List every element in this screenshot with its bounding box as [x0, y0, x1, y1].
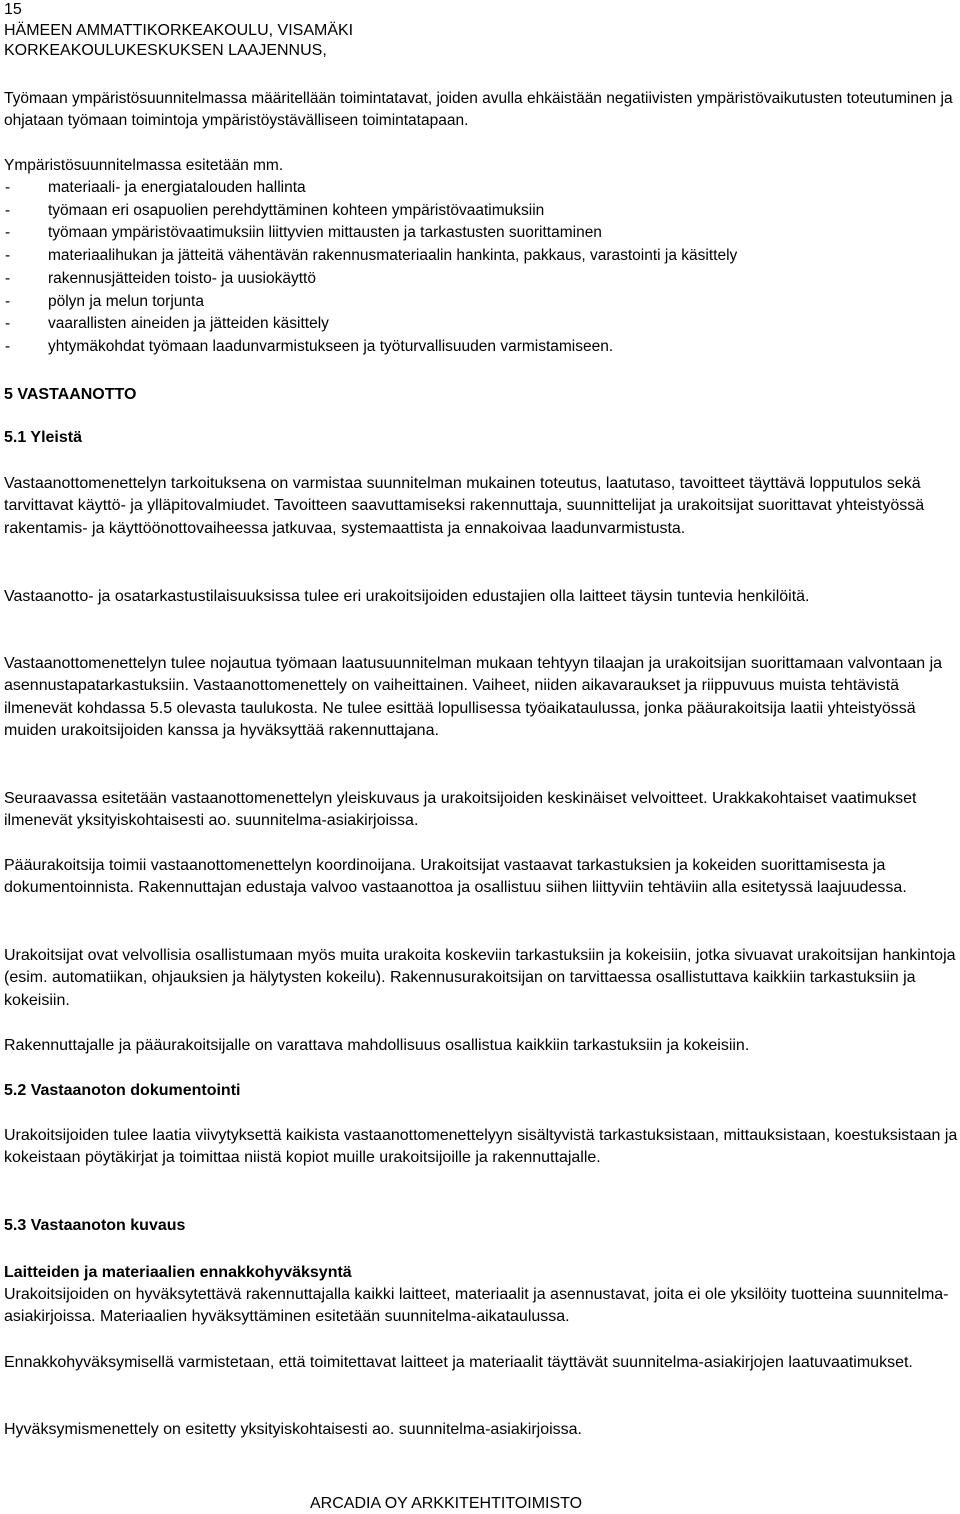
paragraph: Vastaanottomenettelyn tarkoituksena on varmistaa suunnitelman mukainen toteutus, laatutaso, tavoitteet täyttävä lopputulos sekä tarvittavat käyttö- ja ylläpitovalmiudet. Tavoitteen saavuttamiseksi rakennuttaja, suunnittelijat ja urakoitsijat suorittavat yhteistyössä rakentamis- ja käyttöönottovaiheessa jatkuvaa, systemaattista ja ennakoivaa laadunvarmistusta.	[4, 475, 925, 537]
project-title-line2: KORKEAKOULUKESKUKSEN LAAJENNUS,	[4, 42, 327, 59]
list-item: - työmaan eri osapuolien perehdyttäminen kohteen ympäristövaatimuksiin	[4, 200, 958, 223]
list-item: - materiaalihukan ja jätteitä vähentävän rakennusmateriaalin hankinta, pakkaus, varastointi ja käsittely	[4, 245, 958, 268]
dash-bullet: -	[5, 201, 11, 219]
document-page	[4, 0, 958, 1512]
paragraph: Vastaanotto- ja osatarkastustilaisuuksissa tulee eri urakoitsijoiden edustajien olla laitteet täysin tuntevia henkilöitä.	[4, 588, 810, 605]
list-item: - materiaali- ja energiatalouden hallinta	[4, 177, 958, 200]
dash-bullet: -	[5, 247, 11, 265]
dash-bullet: -	[5, 337, 11, 355]
list-item: - yhtymäkohdat työmaan laadunvarmistukseen ja työturvallisuuden varmistamiseen.	[4, 336, 958, 359]
project-title-line1: HÄMEEN AMMATTIKORKEAKOULU, VISAMÄKI	[4, 21, 354, 39]
paragraph: Ennakkohyväksymisellä varmistetaan, että toimitettavat laitteet ja materiaalit täyttävät suunnitelma-asiakirjojen laatuvaatimukset.	[4, 1354, 913, 1371]
paragraph: Pääurakoitsija toimii vastaanottomenettelyn koordinoijana. Urakoitsijat vastaavat tarkastuksien ja kokeiden suorittamisesta ja dokumentoinnista. Rakennuttajan edustaja valvoo vastaanottoa ja osallistuu siihen liittyviin tehtäviin alla esitetyssä laajuudessa.	[4, 857, 907, 897]
list-item: - työmaan ympäristövaatimuksiin liittyvien mittausten ja tarkastusten suorittaminen	[4, 222, 958, 245]
dash-bullet: -	[5, 224, 11, 242]
section-heading: 5 VASTAANOTTO	[4, 386, 137, 403]
page-footer: ARCADIA OY ARKKITEHTITOIMISTO	[310, 1495, 583, 1512]
dash-bullet: -	[5, 292, 11, 310]
list-item: - rakennusjätteiden toisto- ja uusiokäyttö	[4, 268, 958, 291]
paragraph: Urakoitsijoiden on hyväksytettävä rakennuttajalla kaikki laitteet, materiaalit ja asennustavat, joita ei ole yksilöity tuotteina suunnitelma-asiakirjoissa. Materiaalien hyväksyttäminen esitetään suunnitelma-aikataulussa.	[4, 1286, 949, 1326]
dash-bullet: -	[5, 179, 11, 196]
dash-bullet: -	[5, 269, 11, 287]
subsection-heading: 5.1 Yleistä	[4, 429, 82, 446]
paragraph: Rakennuttajalle ja pääurakoitsijalle on varattava mahdollisuus osallistua kaikkiin tarkastuksiin ja kokeisiin.	[4, 1037, 750, 1054]
environment-plan-list	[4, 177, 958, 359]
paragraph: Vastaanottomenettelyn tulee nojautua työmaan laatusuunnitelman mukaan tehtyyn tilaajan ja urakoitsijan suorittamaan valvontaan ja asennustapatarkastuksiin. Vastaanottomenettely on vaiheittainen. Vaiheet, niiden aikavaraukset ja riippuvuus muista tehtävistä ilmenevät kohdassa 5.5 olevasta taulukosta. Ne tulee esittää lopullisessa työaikataulussa, jonka pääurakoitsija laatii yhteistyössä muiden urakoitsijoiden kanssa ja hyväksyttää rakennuttajana.	[4, 655, 943, 739]
dash-bullet: -	[5, 315, 11, 333]
page-number: 15	[4, 1, 22, 18]
paragraph: Seuraavassa esitetään vastaanottomenettelyn yleiskuvaus ja urakoitsijoiden keskinäiset velvoitteet. Urakkakohtaiset vaatimukset ilmenevät yksityiskohtaisesti ao. suunnitelma-asiakirjoissa.	[4, 790, 917, 830]
list-intro: Ympäristösuunnitelmassa esitetään mm.	[4, 157, 284, 174]
paragraph: Urakoitsijoiden tulee laatia viivytyksettä kaikista vastaanottomenettelyyn sisältyvistä tarkastuksistaan, mittauksistaan, koestuksistaan ja kokeistaan pöytäkirjat ja toimittaa niistä kopiot muille urakoitsijoille ja rakennuttajalle.	[4, 1127, 958, 1167]
page-header	[4, 0, 353, 62]
subsection-heading: 5.3 Vastaanoton kuvaus	[4, 1217, 186, 1234]
list-item: - pölyn ja melun torjunta	[4, 291, 958, 314]
paragraph: Hyväksymismenettely on esitetty yksityiskohtaisesti ao. suunnitelma-asiakirjoissa.	[4, 1421, 582, 1438]
paragraph: Urakoitsijat ovat velvollisia osallistumaan myös muita urakoita koskeviin tarkastuksiin ja kokeisiin, jotka sivuavat urakoitsijan hankintoja (esim. automatiikan, ohjauksien ja hälytysten kokeilu). Rakennusurakoitsijan on tarvittaessa osallistuttava kaikkiin tarkastuksiin ja kokeisiin.	[4, 947, 956, 1009]
list-item: - vaarallisten aineiden ja jätteiden käsittely	[4, 313, 958, 336]
subsection-heading: 5.2 Vastaanoton dokumentointi	[4, 1082, 241, 1099]
intro-paragraph: Työmaan ympäristösuunnitelmassa määritellään toimintatavat, joiden avulla ehkäistään negatiivisten ympäristövaikutusten toteutuminen ja ohjataan työmaan toimintoja ympäristöystävälliseen toimintatapaan.	[4, 90, 953, 130]
sub-heading: Laitteiden ja materiaalien ennakkohyväksyntä	[4, 1264, 352, 1281]
